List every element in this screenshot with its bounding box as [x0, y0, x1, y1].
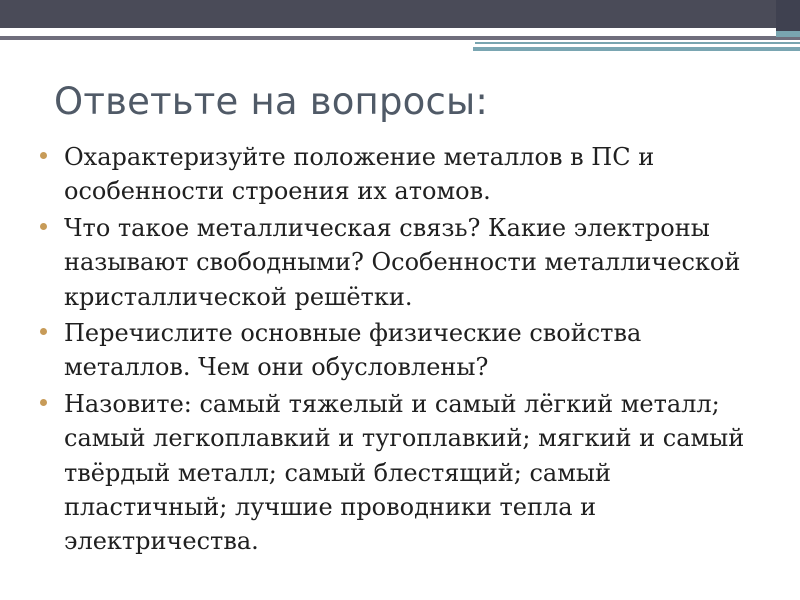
- bullet-item: [40, 140, 770, 209]
- accent-rule-thin: [475, 42, 800, 44]
- bullet-item: [40, 316, 770, 385]
- bullet-text: Что такое металлическая связь? Какие электроны называют свободными? Особенности металлической кристаллической решётки.: [64, 213, 741, 311]
- bullet-text: Охарактеризуйте положение металлов в ПС и особенности строения их атомов.: [64, 143, 655, 206]
- corner-accent: [776, 31, 800, 37]
- bullet-icon: [40, 399, 47, 406]
- bullet-item: [40, 211, 770, 314]
- bullet-text: Назовите: самый тяжелый и самый лёгкий металл; самый легкоплавкий и тугоплавкий; мягкий и самый твёрдый металл; самый блестящий; самый пластичный; лучшие проводники тепла и электричества.: [64, 389, 745, 556]
- header-band: [0, 0, 800, 28]
- bullet-text: Перечислите основные физические свойства металлов. Чем они обусловлены?: [64, 319, 642, 382]
- bullet-list: [40, 140, 770, 561]
- bullet-icon: [40, 328, 47, 335]
- header-rule: [0, 36, 800, 40]
- bullet-icon: [40, 152, 47, 159]
- accent-rule-thick: [473, 47, 800, 51]
- slide-title: Ответьте на вопросы:: [54, 80, 489, 123]
- bullet-item: [40, 387, 770, 559]
- bullet-icon: [40, 223, 47, 230]
